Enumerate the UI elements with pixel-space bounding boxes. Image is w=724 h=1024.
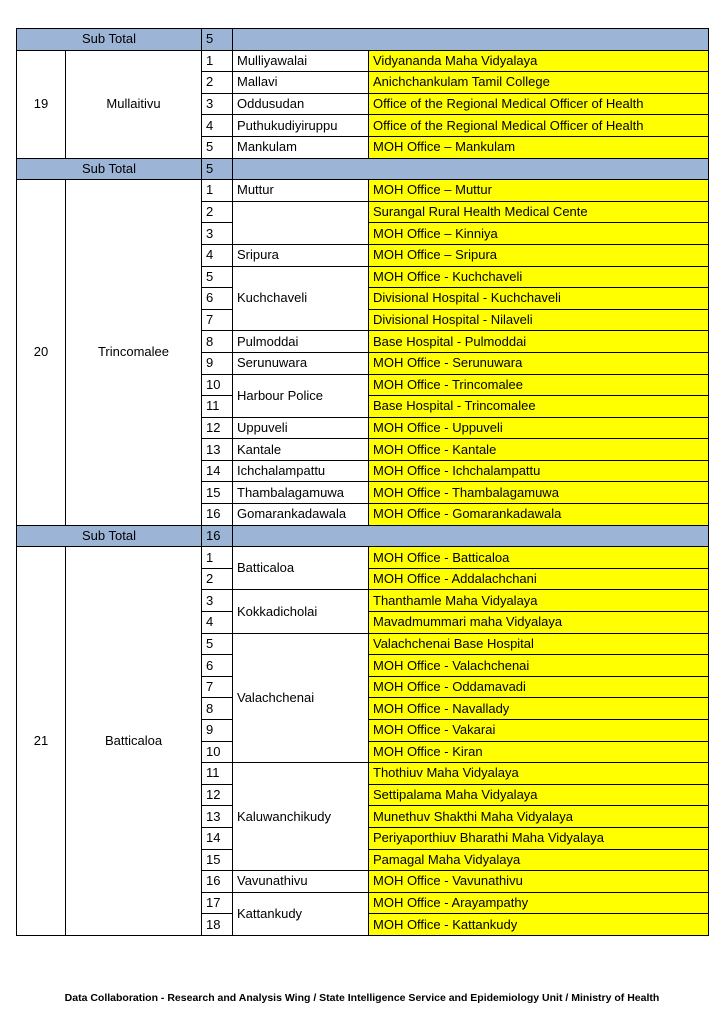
area-name: Kuchchaveli <box>233 266 369 331</box>
area-name: Muttur <box>233 180 369 202</box>
row-number: 2 <box>202 201 233 223</box>
location-name: MOH Office - Arayampathy <box>369 892 709 914</box>
location-name: Office of the Regional Medical Officer of Health <box>369 93 709 115</box>
row-number: 12 <box>202 784 233 806</box>
location-name: MOH Office - Trincomalee <box>369 374 709 396</box>
area-name: Valachchenai <box>233 633 369 763</box>
location-name: MOH Office – Muttur <box>369 180 709 202</box>
location-name: Mavadmummari maha Vidyalaya <box>369 612 709 634</box>
district-name: Mullaitivu <box>66 50 202 158</box>
area-name <box>233 201 369 244</box>
subtotal-filler <box>233 158 709 180</box>
row-number: 15 <box>202 482 233 504</box>
district-name: Trincomalee <box>66 180 202 526</box>
area-name: Kokkadicholai <box>233 590 369 633</box>
location-name: Thanthamle Maha Vidyalaya <box>369 590 709 612</box>
row-number: 14 <box>202 460 233 482</box>
row-number: 6 <box>202 288 233 310</box>
row-number: 5 <box>202 266 233 288</box>
area-name: Uppuveli <box>233 417 369 439</box>
area-name: Gomarankadawala <box>233 504 369 526</box>
row-number: 16 <box>202 504 233 526</box>
row-number: 4 <box>202 115 233 137</box>
subtotal-row <box>17 158 709 180</box>
subtotal-row <box>17 29 709 51</box>
location-name: MOH Office - Kattankudy <box>369 914 709 936</box>
row-number: 13 <box>202 439 233 461</box>
row-number: 1 <box>202 50 233 72</box>
row-number: 17 <box>202 892 233 914</box>
area-name: Kaluwanchikudy <box>233 763 369 871</box>
location-name: MOH Office - Serunuwara <box>369 352 709 374</box>
row-number: 4 <box>202 244 233 266</box>
row-number: 1 <box>202 180 233 202</box>
location-name: Settipalama Maha Vidyalaya <box>369 784 709 806</box>
table-body <box>17 29 709 936</box>
location-name: MOH Office - Uppuveli <box>369 417 709 439</box>
district-number: 20 <box>17 180 66 526</box>
location-name: MOH Office - Vavunathivu <box>369 871 709 893</box>
row-number: 6 <box>202 655 233 677</box>
location-name: MOH Office - Valachchenai <box>369 655 709 677</box>
area-name: Harbour Police <box>233 374 369 417</box>
row-number: 2 <box>202 72 233 94</box>
vaccination-centers-table <box>16 28 709 936</box>
row-number: 3 <box>202 223 233 245</box>
row-number: 11 <box>202 396 233 418</box>
location-name: Divisional Hospital - Kuchchaveli <box>369 288 709 310</box>
area-name: Puthukudiyiruppu <box>233 115 369 137</box>
row-number: 12 <box>202 417 233 439</box>
location-name: Munethuv Shakthi Maha Vidyalaya <box>369 806 709 828</box>
subtotal-label: Sub Total <box>17 525 202 547</box>
row-number: 10 <box>202 374 233 396</box>
district-number: 21 <box>17 547 66 936</box>
location-name: Periyaporthiuv Bharathi Maha Vidyalaya <box>369 827 709 849</box>
subtotal-filler <box>233 525 709 547</box>
area-name: Pulmoddai <box>233 331 369 353</box>
location-name: Valachchenai Base Hospital <box>369 633 709 655</box>
area-name: Mulliyawalai <box>233 50 369 72</box>
row-number: 3 <box>202 590 233 612</box>
location-name: MOH Office - Navallady <box>369 698 709 720</box>
location-name: MOH Office – Sripura <box>369 244 709 266</box>
area-name: Sripura <box>233 244 369 266</box>
subtotal-value: 5 <box>202 29 233 51</box>
area-name: Ichchalampattu <box>233 460 369 482</box>
table-row <box>17 50 709 72</box>
row-number: 5 <box>202 633 233 655</box>
area-name: Kantale <box>233 439 369 461</box>
area-name: Thambalagamuwa <box>233 482 369 504</box>
row-number: 2 <box>202 568 233 590</box>
subtotal-filler <box>233 29 709 51</box>
row-number: 7 <box>202 309 233 331</box>
table-row <box>17 180 709 202</box>
row-number: 11 <box>202 763 233 785</box>
row-number: 15 <box>202 849 233 871</box>
row-number: 3 <box>202 93 233 115</box>
location-name: Pamagal Maha Vidyalaya <box>369 849 709 871</box>
row-number: 13 <box>202 806 233 828</box>
row-number: 10 <box>202 741 233 763</box>
location-name: Base Hospital - Pulmoddai <box>369 331 709 353</box>
row-number: 1 <box>202 547 233 569</box>
row-number: 7 <box>202 676 233 698</box>
location-name: MOH Office – Kinniya <box>369 223 709 245</box>
row-number: 8 <box>202 331 233 353</box>
row-number: 4 <box>202 612 233 634</box>
area-name: Batticaloa <box>233 547 369 590</box>
location-name: Base Hospital - Trincomalee <box>369 396 709 418</box>
page-footer: Data Collaboration - Research and Analysis Wing / State Intelligence Service and Epidemiology Unit / Ministry of Health <box>64 992 660 1004</box>
subtotal-label: Sub Total <box>17 29 202 51</box>
location-name: MOH Office - Gomarankadawala <box>369 504 709 526</box>
area-name: Mankulam <box>233 136 369 158</box>
row-number: 18 <box>202 914 233 936</box>
area-name: Vavunathivu <box>233 871 369 893</box>
subtotal-row <box>17 525 709 547</box>
location-name: Vidyananda Maha Vidyalaya <box>369 50 709 72</box>
location-name: MOH Office - Kiran <box>369 741 709 763</box>
district-number: 19 <box>17 50 66 158</box>
area-name: Kattankudy <box>233 892 369 935</box>
location-name: MOH Office – Mankulam <box>369 136 709 158</box>
row-number: 14 <box>202 827 233 849</box>
location-name: Surangal Rural Health Medical Cente <box>369 201 709 223</box>
subtotal-label: Sub Total <box>17 158 202 180</box>
table-row <box>17 547 709 569</box>
location-name: MOH Office - Vakarai <box>369 720 709 742</box>
location-name: MOH Office - Kantale <box>369 439 709 461</box>
area-name: Serunuwara <box>233 352 369 374</box>
subtotal-value: 5 <box>202 158 233 180</box>
location-name: Divisional Hospital - Nilaveli <box>369 309 709 331</box>
area-name: Mallavi <box>233 72 369 94</box>
subtotal-value: 16 <box>202 525 233 547</box>
row-number: 5 <box>202 136 233 158</box>
location-name: MOH Office - Oddamavadi <box>369 676 709 698</box>
location-name: Anichchankulam Tamil College <box>369 72 709 94</box>
location-name: Office of the Regional Medical Officer of Health <box>369 115 709 137</box>
location-name: MOH Office - Kuchchaveli <box>369 266 709 288</box>
district-name: Batticaloa <box>66 547 202 936</box>
location-name: Thothiuv Maha Vidyalaya <box>369 763 709 785</box>
location-name: MOH Office - Ichchalampattu <box>369 460 709 482</box>
location-name: MOH Office - Thambalagamuwa <box>369 482 709 504</box>
location-name: MOH Office - Batticaloa <box>369 547 709 569</box>
area-name: Oddusudan <box>233 93 369 115</box>
location-name: MOH Office - Addalachchani <box>369 568 709 590</box>
row-number: 8 <box>202 698 233 720</box>
row-number: 9 <box>202 352 233 374</box>
row-number: 16 <box>202 871 233 893</box>
row-number: 9 <box>202 720 233 742</box>
